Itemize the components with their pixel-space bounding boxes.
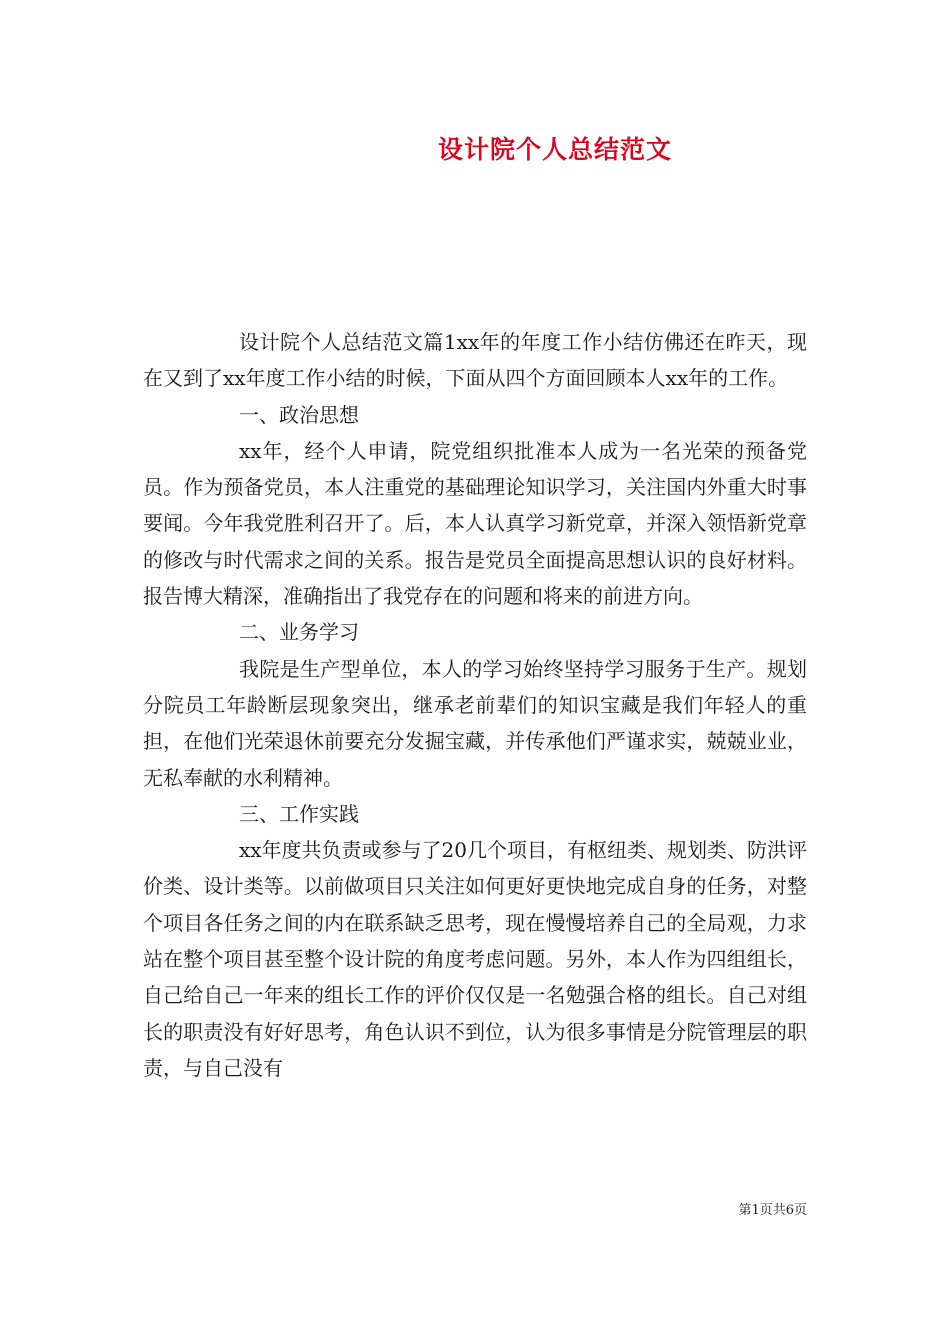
paragraph-study: 我院是生产型单位，本人的学习始终坚持学习服务于生产。规划分院员工年龄断层现象突出，继承老前辈们的知识宝藏是我们年轻人的重担，在他们光荣退休前要充分发掘宝藏，并传承他们严谨求实，兢兢业业，无私奉献的水利精神。 <box>143 656 807 790</box>
document-body <box>143 324 807 1086</box>
section-heading-practice: 三、工作实践 <box>239 801 359 826</box>
section-heading-study: 二、业务学习 <box>239 620 359 645</box>
paragraph-intro: 设计院个人总结范文篇1xx年的年度工作小结仿佛还在昨天，现在又到了xx年度工作小结的时候，下面从四个方面回顾本人xx年的工作。 <box>143 330 807 391</box>
paragraph-politics: xx年，经个人申请，院党组织批准本人成为一名光荣的预备党员。作为预备党员，本人注重党的基础理论知识学习，关注国内外重大时事要闻。今年我党胜利召开了。后，本人认真学习新党章，并深入领悟新党章的修改与时代需求之间的关系。报告是党员全面提高思想认识的良好材料。报告博大精深，准确指出了我党存在的问题和将来的前进方向。 <box>143 438 807 609</box>
document-title: 设计院个人总结范文 <box>437 135 672 164</box>
section-heading-politics: 一、政治思想 <box>239 402 359 427</box>
page-number-footer: 第1页共6页 <box>738 1203 807 1218</box>
paragraph-practice: xx年度共负责或参与了20几个项目，有枢纽类、规划类、防洪评价类、设计类等。以前做项目只关注如何更好更快地完成自身的任务，对整个项目各任务之间的内在联系缺乏思考，现在慢慢培养自己的全局观，力求站在整个项目甚至整个设计院的角度考虑问题。另外，本人作为四组组长，自己给自己一年来的组长工作的评价仅仅是一名勉强合格的组长。自己对组长的职责没有好好思考，角色认识不到位，认为很多事情是分院管理层的职责，与自己没有 <box>143 838 808 1080</box>
